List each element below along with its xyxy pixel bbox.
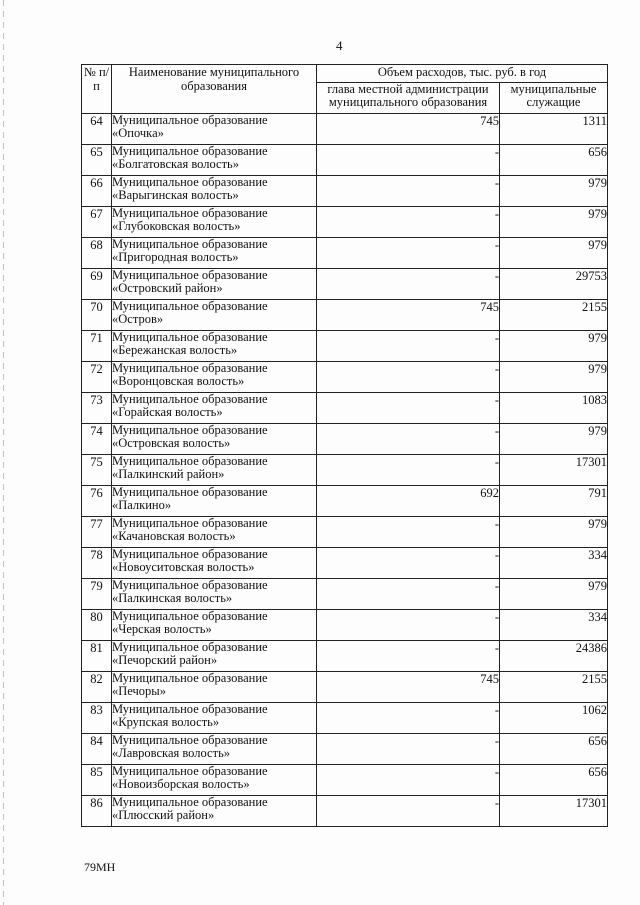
row-employees-value: 1311 — [500, 114, 608, 145]
row-employees-value: 979 — [500, 176, 608, 207]
row-number: 66 — [82, 176, 112, 207]
row-head-admin-value: - — [317, 362, 500, 393]
row-head-admin-value: 745 — [317, 300, 500, 331]
row-name — [112, 610, 317, 641]
row-name-line-1: Муниципальное образование — [112, 206, 268, 220]
row-head-admin-value: - — [317, 393, 500, 424]
table-row — [82, 176, 608, 207]
row-name-line-2: «Качановская волость» — [112, 529, 236, 543]
row-name — [112, 114, 317, 145]
row-head-admin-value: - — [317, 331, 500, 362]
table-row — [82, 300, 608, 331]
table-row — [82, 424, 608, 455]
row-number: 81 — [82, 641, 112, 672]
row-employees-value: 979 — [500, 424, 608, 455]
row-name-line-1: Муниципальное образование — [112, 671, 268, 685]
table-row — [82, 269, 608, 300]
row-head-admin-value: - — [317, 610, 500, 641]
table-row — [82, 548, 608, 579]
row-employees-value: 29753 — [500, 269, 608, 300]
row-head-admin-value: - — [317, 269, 500, 300]
row-name-line-2: «Палкинская волость» — [112, 591, 233, 605]
row-employees-value: 979 — [500, 362, 608, 393]
table-row — [82, 455, 608, 486]
row-name — [112, 517, 317, 548]
row-head-admin-value: - — [317, 548, 500, 579]
row-head-admin-value: - — [317, 176, 500, 207]
table-row — [82, 703, 608, 734]
table-row — [82, 672, 608, 703]
row-employees-value: 979 — [500, 517, 608, 548]
row-name-line-2: «Плюсский район» — [112, 808, 215, 822]
row-name-line-1: Муниципальное образование — [112, 764, 268, 778]
row-name-line-2: «Черская волость» — [112, 622, 212, 636]
row-head-admin-value: - — [317, 641, 500, 672]
row-employees-value: 2155 — [500, 300, 608, 331]
row-name-line-2: «Палкино» — [112, 498, 172, 512]
row-number: 77 — [82, 517, 112, 548]
row-name-line-1: Муниципальное образование — [112, 733, 268, 747]
row-name-line-1: Муниципальное образование — [112, 609, 268, 623]
scan-edge — [3, 0, 4, 905]
row-employees-value: 979 — [500, 331, 608, 362]
row-name-line-1: Муниципальное образование — [112, 702, 268, 716]
row-employees-value: 24386 — [500, 641, 608, 672]
header-employees: муниципальные служащие — [500, 83, 608, 114]
header-spending: Объем расходов, тыс. руб. в год — [317, 65, 608, 83]
row-employees-value: 656 — [500, 765, 608, 796]
table-row — [82, 765, 608, 796]
row-name-line-2: «Болгатовская волость» — [112, 157, 239, 171]
table-row — [82, 362, 608, 393]
row-employees-value: 334 — [500, 610, 608, 641]
row-name-line-2: «Остров» — [112, 312, 164, 326]
row-name-line-1: Муниципальное образование — [112, 485, 268, 499]
row-name-line-2: «Печорский район» — [112, 653, 218, 667]
table-row — [82, 331, 608, 362]
row-employees-value: 979 — [500, 238, 608, 269]
row-head-admin-value: - — [317, 517, 500, 548]
row-name — [112, 641, 317, 672]
row-name — [112, 703, 317, 734]
row-name-line-2: «Островский район» — [112, 281, 223, 295]
row-employees-value: 1062 — [500, 703, 608, 734]
row-name — [112, 734, 317, 765]
row-name — [112, 672, 317, 703]
table-row — [82, 517, 608, 548]
row-number: 65 — [82, 145, 112, 176]
table-row — [82, 393, 608, 424]
row-number: 67 — [82, 207, 112, 238]
row-name — [112, 455, 317, 486]
row-name-line-2: «Палкинский район» — [112, 467, 225, 481]
row-name-line-2: «Пригородная волость» — [112, 250, 239, 264]
row-employees-value: 979 — [500, 579, 608, 610]
row-employees-value: 979 — [500, 207, 608, 238]
row-number: 76 — [82, 486, 112, 517]
header-name: Наименование муниципального образования — [112, 65, 317, 114]
row-number: 71 — [82, 331, 112, 362]
table-body — [82, 114, 608, 827]
row-name-line-1: Муниципальное образование — [112, 237, 268, 251]
row-employees-value: 17301 — [500, 796, 608, 827]
row-number: 80 — [82, 610, 112, 641]
table-row — [82, 579, 608, 610]
row-employees-value: 17301 — [500, 455, 608, 486]
row-name-line-1: Муниципальное образование — [112, 423, 268, 437]
table-row — [82, 610, 608, 641]
row-name-line-2: «Глубоковская волость» — [112, 219, 241, 233]
row-number: 70 — [82, 300, 112, 331]
row-number: 78 — [82, 548, 112, 579]
row-name — [112, 362, 317, 393]
table-row — [82, 734, 608, 765]
row-head-admin-value: 745 — [317, 672, 500, 703]
row-name-line-1: Муниципальное образование — [112, 299, 268, 313]
page-number: 4 — [336, 38, 343, 53]
row-employees-value: 334 — [500, 548, 608, 579]
row-number: 83 — [82, 703, 112, 734]
row-name — [112, 548, 317, 579]
row-name — [112, 765, 317, 796]
table-row — [82, 641, 608, 672]
row-name-line-2: «Горайская волость» — [112, 405, 223, 419]
row-name — [112, 393, 317, 424]
row-number: 74 — [82, 424, 112, 455]
row-name-line-1: Муниципальное образование — [112, 144, 268, 158]
row-name-line-1: Муниципальное образование — [112, 454, 268, 468]
row-name — [112, 269, 317, 300]
row-number: 68 — [82, 238, 112, 269]
row-head-admin-value: - — [317, 145, 500, 176]
row-name-line-2: «Лавровская волость» — [112, 746, 231, 760]
row-number: 69 — [82, 269, 112, 300]
row-name-line-1: Муниципальное образование — [112, 578, 268, 592]
row-name-line-1: Муниципальное образование — [112, 361, 268, 375]
header-head-admin: глава местной администрации муниципального образования — [317, 83, 500, 114]
spending-table — [81, 64, 608, 827]
row-name-line-2: «Опочка» — [112, 126, 164, 140]
row-head-admin-value: - — [317, 207, 500, 238]
row-number: 82 — [82, 672, 112, 703]
row-employees-value: 1083 — [500, 393, 608, 424]
row-number: 85 — [82, 765, 112, 796]
row-head-admin-value: - — [317, 455, 500, 486]
row-number: 84 — [82, 734, 112, 765]
row-name-line-2: «Новоизборская волость» — [112, 777, 250, 791]
row-name — [112, 145, 317, 176]
table-row — [82, 145, 608, 176]
row-name-line-1: Муниципальное образование — [112, 547, 268, 561]
row-name — [112, 176, 317, 207]
row-name-line-1: Муниципальное образование — [112, 268, 268, 282]
row-number: 86 — [82, 796, 112, 827]
row-name-line-2: «Новоуситовская волость» — [112, 560, 255, 574]
row-head-admin-value: - — [317, 703, 500, 734]
row-employees-value: 2155 — [500, 672, 608, 703]
row-head-admin-value: - — [317, 765, 500, 796]
row-name-line-1: Муниципальное образование — [112, 795, 268, 809]
row-number: 64 — [82, 114, 112, 145]
table-row — [82, 486, 608, 517]
table-row — [82, 114, 608, 145]
row-head-admin-value: - — [317, 734, 500, 765]
row-name-line-2: «Воронцовская волость» — [112, 374, 245, 388]
row-employees-value: 656 — [500, 145, 608, 176]
row-number: 72 — [82, 362, 112, 393]
row-employees-value: 656 — [500, 734, 608, 765]
row-head-admin-value: - — [317, 796, 500, 827]
row-name — [112, 796, 317, 827]
row-name — [112, 579, 317, 610]
row-name-line-1: Муниципальное образование — [112, 330, 268, 344]
row-name-line-2: «Островская волость» — [112, 436, 231, 450]
table-row — [82, 207, 608, 238]
row-head-admin-value: - — [317, 579, 500, 610]
row-name-line-1: Муниципальное образование — [112, 175, 268, 189]
row-name — [112, 207, 317, 238]
row-head-admin-value: - — [317, 238, 500, 269]
row-employees-value: 791 — [500, 486, 608, 517]
row-name-line-1: Муниципальное образование — [112, 640, 268, 654]
row-name-line-1: Муниципальное образование — [112, 113, 268, 127]
row-name-line-2: «Бережанская волость» — [112, 343, 238, 357]
header-number: № п/п — [82, 65, 112, 114]
footer-code: 79МН — [84, 860, 116, 874]
row-number: 79 — [82, 579, 112, 610]
row-name-line-2: «Крупская волость» — [112, 715, 220, 729]
table-row — [82, 796, 608, 827]
row-head-admin-value: - — [317, 424, 500, 455]
row-name-line-2: «Варыгинская волость» — [112, 188, 239, 202]
row-name-line-1: Муниципальное образование — [112, 392, 268, 406]
row-name-line-2: «Печоры» — [112, 684, 166, 698]
row-number: 73 — [82, 393, 112, 424]
row-number: 75 — [82, 455, 112, 486]
row-name — [112, 300, 317, 331]
row-name — [112, 331, 317, 362]
row-name — [112, 486, 317, 517]
row-name — [112, 238, 317, 269]
row-name — [112, 424, 317, 455]
row-name-line-1: Муниципальное образование — [112, 516, 268, 530]
row-head-admin-value: 745 — [317, 114, 500, 145]
row-head-admin-value: 692 — [317, 486, 500, 517]
table-row — [82, 238, 608, 269]
